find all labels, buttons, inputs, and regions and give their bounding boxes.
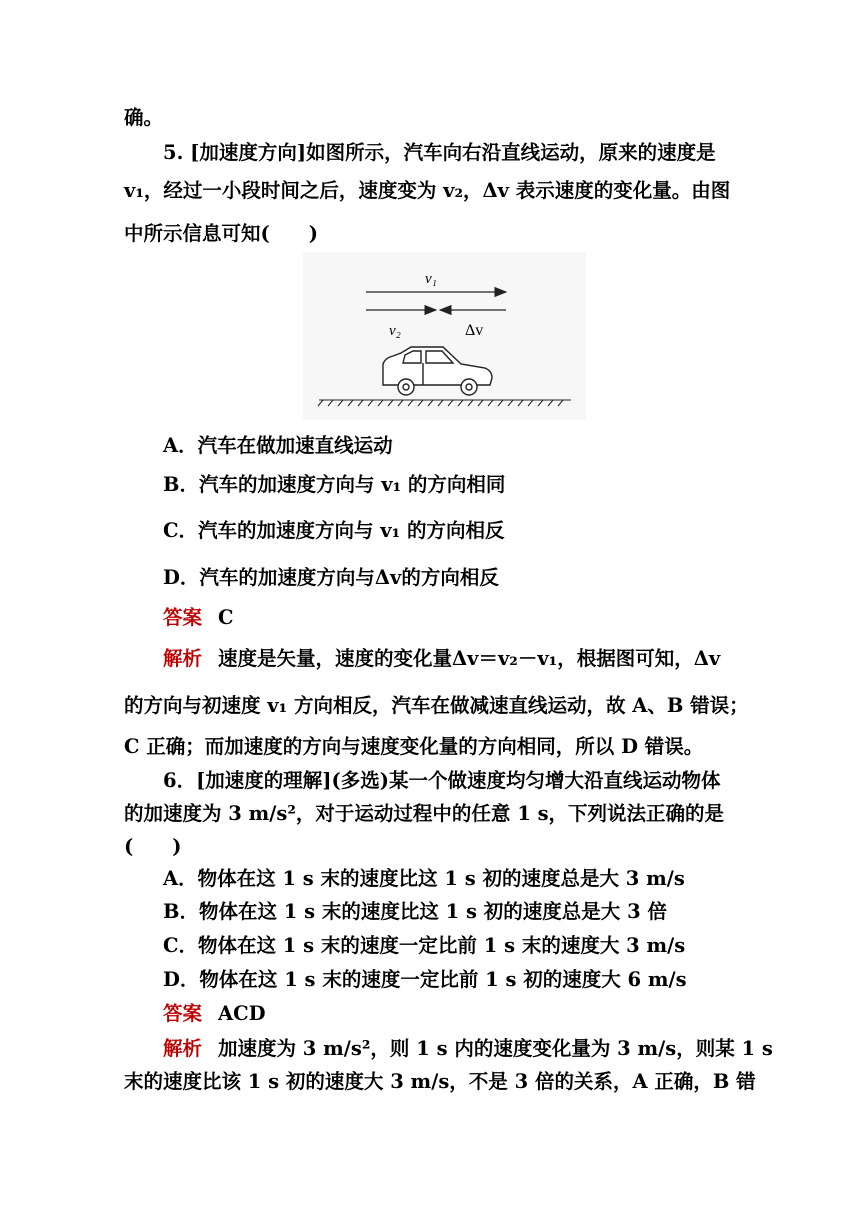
q6-stem: 6．[加速度的理解](多选)某一个做速度均匀增大沿直线运动物体: [163, 769, 721, 792]
answer-value: ACD: [218, 1002, 266, 1025]
answer-row: [163, 999, 266, 1029]
option-d: D．物体在这 1 s 末的速度一定比前 1 s 初的速度大 6 m/s: [163, 968, 687, 991]
text-line: 末的速度比该 1 s 初的速度大 3 m/s，不是 3 倍的关系，A 正确，B 错: [124, 1070, 756, 1093]
text-line: C 正确；而加速度的方向与速度变化量的方向相同，所以 D 错误。: [124, 735, 704, 758]
analysis-label: 解析: [163, 647, 203, 670]
delta-v-label: Δv: [465, 322, 484, 339]
option-c: C．物体在这 1 s 末的速度一定比前 1 s 末的速度大 3 m/s: [163, 934, 686, 957]
text-line: v₁，经过一小段时间之后，速度变为 v₂，Δv 表示速度的变化量。由图: [124, 179, 731, 202]
analysis-row: [163, 644, 720, 674]
answer-value: C: [218, 606, 234, 629]
analysis-row: [163, 1034, 773, 1064]
answer-label: 答案: [163, 606, 203, 629]
car-velocity-figure: [303, 252, 586, 420]
option-b: B．物体在这 1 s 末的速度比这 1 s 初的速度总是大 3 倍: [163, 900, 667, 923]
analysis-text: 加速度为 3 m/s²，则 1 s 内的速度变化量为 3 m/s，则某 1 s: [218, 1037, 773, 1060]
car-icon: [383, 347, 492, 395]
option-a: A．物体在这 1 s 末的速度比这 1 s 初的速度总是大 3 m/s: [163, 867, 685, 890]
v1-label: v₁: [425, 271, 437, 287]
option-a: A．汽车在做加速直线运动: [163, 434, 393, 457]
option-d: D．汽车的加速度方向与Δv的方向相反: [163, 566, 499, 589]
ground: [318, 400, 571, 406]
answer-label: 答案: [163, 1002, 203, 1025]
analysis-label: 解析: [163, 1037, 203, 1060]
text-line: ( ): [124, 835, 182, 858]
option-b: B．汽车的加速度方向与 v₁ 的方向相同: [163, 473, 506, 496]
answer-row: [163, 603, 234, 633]
text-line: 的方向与初速度 v₁ 方向相反，汽车在做减速直线运动，故 A、B 错误；: [124, 694, 749, 717]
text-line: 确。: [124, 106, 164, 129]
analysis-text: 速度是矢量，速度的变化量Δv＝v₂－v₁，根据图可知，Δv: [218, 647, 721, 670]
text-line: 中所示信息可知( ): [124, 222, 318, 245]
v2-label: v₂: [389, 323, 401, 339]
option-c: C．汽车的加速度方向与 v₁ 的方向相反: [163, 519, 505, 542]
text-line: 的加速度为 3 m/s²，对于运动过程中的任意 1 s，下列说法正确的是: [124, 802, 725, 825]
q5-stem: 5. [加速度方向]如图所示，汽车向右沿直线运动，原来的速度是: [163, 141, 716, 164]
